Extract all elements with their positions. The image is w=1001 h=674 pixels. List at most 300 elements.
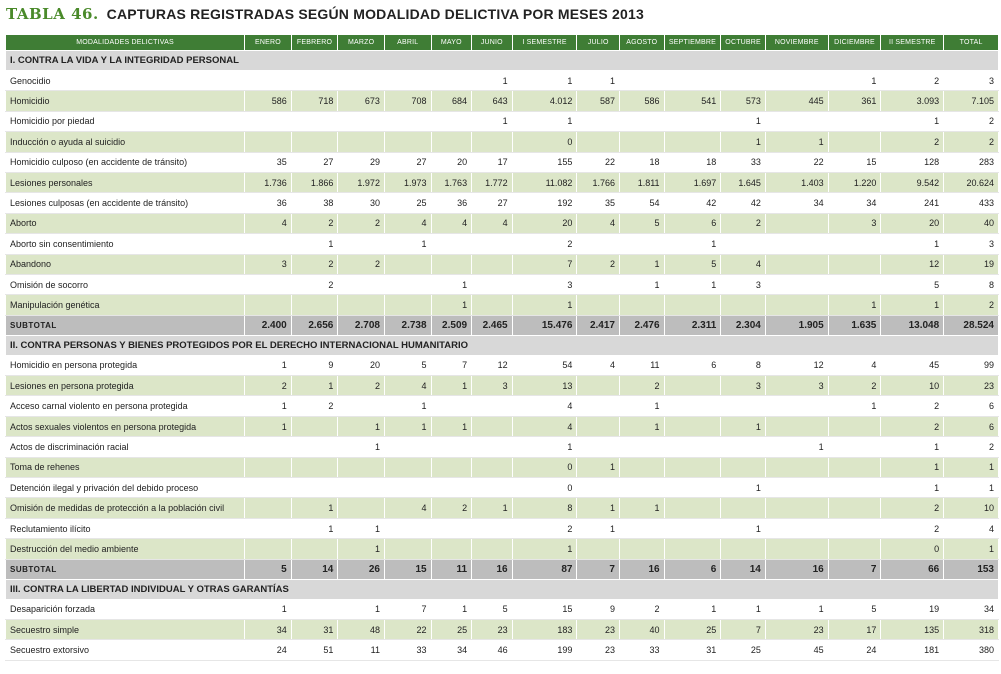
table-cell: 1 [291,234,338,254]
table-cell: 1.763 [431,172,472,192]
table-cell [619,539,664,559]
subtotal-cell: 1.905 [765,315,828,335]
captures-table [5,34,999,661]
table-cell: 283 [944,152,999,172]
row-label: Lesiones culposas (en accidente de tránsito) [6,193,245,213]
table-row [6,111,999,131]
table-cell: 1.973 [384,172,431,192]
table-cell [472,457,513,477]
table-cell [577,111,620,131]
table-cell: 1 [881,437,944,457]
table-cell: 30 [338,193,385,213]
table-row [6,132,999,152]
row-label: Acceso carnal violento en persona protegida [6,396,245,416]
table-cell [577,416,620,436]
table-cell: 0 [512,478,577,498]
table-cell: 643 [472,91,513,111]
table-cell: 29 [338,152,385,172]
table-cell: 9.542 [881,172,944,192]
table-cell [664,396,721,416]
table-cell: 20 [431,152,472,172]
table-cell [619,437,664,457]
table-cell: 1.697 [664,172,721,192]
table-cell: 8 [944,274,999,294]
section-header-row [6,335,999,355]
table-cell: 0 [881,539,944,559]
table-cell: 2 [721,213,766,233]
row-label: Homicidio culposo (en accidente de tránsito) [6,152,245,172]
table-cell: 3 [944,234,999,254]
table-cell [765,457,828,477]
subtotal-cell: 2.400 [245,315,292,335]
table-cell [245,539,292,559]
table-cell: 4 [431,213,472,233]
table-cell: 199 [512,640,577,660]
table-cell: 1 [245,416,292,436]
table-cell [431,478,472,498]
table-cell: 20.624 [944,172,999,192]
table-cell [338,396,385,416]
table-cell: 22 [765,152,828,172]
table-cell [291,437,338,457]
table-cell: 3 [828,213,881,233]
table-cell: 31 [664,640,721,660]
table-cell: 2 [512,234,577,254]
column-header: ENERO [245,35,292,51]
subtotal-cell: 15 [384,559,431,579]
section-header-row [6,51,999,71]
table-cell [384,111,431,131]
table-cell [291,71,338,91]
table-row [6,619,999,639]
table-cell: 27 [291,152,338,172]
table-cell [472,234,513,254]
table-cell: 1 [577,457,620,477]
table-cell [828,254,881,274]
table-cell: 6 [664,355,721,375]
table-cell: 40 [944,213,999,233]
table-cell [384,437,431,457]
table-cell [664,518,721,538]
table-cell: 1 [619,274,664,294]
table-cell [664,498,721,518]
subtotal-cell: 14 [721,559,766,579]
table-cell [472,478,513,498]
table-cell [828,234,881,254]
table-cell: 19 [944,254,999,274]
column-header: OCTUBRE [721,35,766,51]
table-cell: 1 [384,396,431,416]
table-cell: 20 [338,355,385,375]
table-cell: 9 [291,355,338,375]
table-cell: 2 [619,599,664,619]
table-title [0,0,1001,28]
table-cell [431,111,472,131]
table-cell: 318 [944,619,999,639]
table-cell [765,396,828,416]
table-cell: 34 [245,619,292,639]
table-cell [431,396,472,416]
table-cell: 1 [472,498,513,518]
subtotal-cell: 2.509 [431,315,472,335]
table-cell: 11 [338,640,385,660]
table-cell: 1 [721,478,766,498]
table-cell: 361 [828,91,881,111]
table-cell [828,274,881,294]
table-cell: 2 [944,111,999,131]
row-label: Homicidio en persona protegida [6,355,245,375]
subtotal-cell: 16 [472,559,513,579]
table-cell [245,295,292,315]
row-label: Lesiones personales [6,172,245,192]
table-cell [828,132,881,152]
table-cell: 1.220 [828,172,881,192]
table-row [6,457,999,477]
table-cell [577,376,620,396]
table-row [6,376,999,396]
row-label: Secuestro extorsivo [6,640,245,660]
table-cell: 2 [431,498,472,518]
subtotal-cell: 1.635 [828,315,881,335]
table-cell [619,132,664,152]
table-cell: 3.093 [881,91,944,111]
table-cell: 1 [721,518,766,538]
table-cell [384,518,431,538]
table-cell: 1 [431,376,472,396]
subtotal-cell: 2.304 [721,315,766,335]
subtotal-cell: 87 [512,559,577,579]
table-cell [291,599,338,619]
table-cell: 1 [765,599,828,619]
table-cell [245,498,292,518]
table-cell: 34 [765,193,828,213]
table-cell: 3 [245,254,292,274]
table-cell: 155 [512,152,577,172]
table-cell: 1 [828,71,881,91]
table-cell [765,213,828,233]
subtotal-cell: 13.048 [881,315,944,335]
table-cell: 3 [472,376,513,396]
table-cell [472,396,513,416]
table-cell [245,274,292,294]
table-cell [765,295,828,315]
table-cell [431,539,472,559]
table-cell: 4 [828,355,881,375]
table-cell: 241 [881,193,944,213]
table-cell: 3 [944,71,999,91]
table-cell [619,111,664,131]
table-cell: 1 [291,518,338,538]
table-cell [338,234,385,254]
table-cell: 9 [577,599,620,619]
table-row [6,71,999,91]
table-cell: 1 [721,111,766,131]
table-cell [472,132,513,152]
column-header: AGOSTO [619,35,664,51]
table-cell: 22 [384,619,431,639]
table-cell [577,437,620,457]
table-cell: 20 [512,213,577,233]
table-cell: 1.645 [721,172,766,192]
table-cell: 1.403 [765,172,828,192]
table-cell: 12 [881,254,944,274]
table-row [6,295,999,315]
table-cell: 4 [721,254,766,274]
table-cell: 18 [619,152,664,172]
table-cell: 45 [765,640,828,660]
table-cell: 1 [944,457,999,477]
table-cell [828,111,881,131]
subtotal-cell: 16 [765,559,828,579]
table-cell: 445 [765,91,828,111]
table-cell: 23 [577,619,620,639]
table-cell [765,518,828,538]
table-cell: 673 [338,91,385,111]
table-cell: 22 [577,152,620,172]
table-cell: 7 [431,355,472,375]
table-cell: 35 [245,152,292,172]
table-cell: 54 [619,193,664,213]
row-label: Actos de discriminación racial [6,437,245,457]
row-label: Omisión de socorro [6,274,245,294]
table-cell [664,437,721,457]
table-cell [619,478,664,498]
table-cell: 1.972 [338,172,385,192]
table-cell: 1 [512,111,577,131]
column-header: II SEMESTRE [881,35,944,51]
table-cell: 1 [338,416,385,436]
table-cell [664,295,721,315]
subtotal-cell: 6 [664,559,721,579]
table-cell: 2 [512,518,577,538]
table-cell: 1 [472,71,513,91]
table-cell: 7 [512,254,577,274]
table-cell: 1 [512,539,577,559]
table-cell: 3 [765,376,828,396]
table-body [6,51,999,661]
table-cell [721,539,766,559]
table-cell [338,71,385,91]
table-cell: 1 [431,416,472,436]
table-cell [472,416,513,436]
table-cell [431,234,472,254]
table-cell: 1 [577,518,620,538]
table-cell: 5 [664,254,721,274]
table-cell: 46 [472,640,513,660]
subtotal-cell: 66 [881,559,944,579]
table-cell [384,254,431,274]
table-cell: 2 [619,376,664,396]
table-row [6,172,999,192]
table-cell: 135 [881,619,944,639]
table-cell: 7 [384,599,431,619]
row-label: Genocidio [6,71,245,91]
table-cell [577,539,620,559]
table-row [6,396,999,416]
table-row [6,640,999,660]
table-cell [472,539,513,559]
table-cell [338,478,385,498]
table-cell [472,254,513,274]
table-cell: 2 [944,132,999,152]
subtotal-cell: 2.417 [577,315,620,335]
table-cell: 2 [881,416,944,436]
table-cell: 10 [881,376,944,396]
subtotal-label: SUBTOTAL [6,559,245,579]
table-cell: 1 [245,599,292,619]
subtotal-cell: 11 [431,559,472,579]
section-title: I. CONTRA LA VIDA Y LA INTEGRIDAD PERSONAL [6,51,999,71]
table-cell: 1 [944,478,999,498]
section-title: II. CONTRA PERSONAS Y BIENES PROTEGIDOS POR EL DERECHO INTERNACIONAL HUMANITARIO [6,335,999,355]
table-cell [765,498,828,518]
row-label: Detención ilegal y privación del debido proceso [6,478,245,498]
row-label: Inducción o ayuda al suicidio [6,132,245,152]
table-cell: 33 [619,640,664,660]
table-cell [664,376,721,396]
table-cell: 1 [619,498,664,518]
table-cell: 586 [245,91,292,111]
table-cell [721,295,766,315]
table-cell: 1 [472,111,513,131]
table-cell [721,457,766,477]
table-cell: 13 [512,376,577,396]
table-cell: 18 [664,152,721,172]
subtotal-cell: 153 [944,559,999,579]
subtotal-cell: 7 [577,559,620,579]
row-label: Actos sexuales violentos en persona protegida [6,416,245,436]
table-cell: 2 [881,396,944,416]
table-cell: 1 [765,437,828,457]
table-cell: 34 [431,640,472,660]
table-cell: 23 [944,376,999,396]
table-header-row [6,35,999,51]
table-cell [384,295,431,315]
table-cell: 708 [384,91,431,111]
table-cell: 1 [721,132,766,152]
table-cell: 1 [619,396,664,416]
table-cell: 4.012 [512,91,577,111]
table-cell: 573 [721,91,766,111]
table-cell: 1 [512,437,577,457]
subtotal-cell: 15.476 [512,315,577,335]
table-cell: 2 [291,274,338,294]
table-cell: 1 [881,478,944,498]
table-cell [577,274,620,294]
row-label: Desaparición forzada [6,599,245,619]
table-cell: 2 [245,376,292,396]
table-cell: 4 [245,213,292,233]
table-cell: 36 [245,193,292,213]
table-cell [577,132,620,152]
table-cell: 4 [577,355,620,375]
subtotal-cell: 28.524 [944,315,999,335]
row-label: Manipulación genética [6,295,245,315]
table-cell: 1 [664,599,721,619]
table-cell [431,457,472,477]
table-cell [721,437,766,457]
table-cell [245,437,292,457]
table-cell [721,71,766,91]
table-cell: 587 [577,91,620,111]
table-cell: 1 [721,416,766,436]
table-cell: 1 [512,295,577,315]
table-cell: 25 [664,619,721,639]
table-cell [619,295,664,315]
table-cell: 8 [512,498,577,518]
table-cell: 6 [944,416,999,436]
table-cell [828,539,881,559]
table-cell: 19 [881,599,944,619]
table-cell: 4 [384,498,431,518]
table-cell: 2 [881,518,944,538]
table-row [6,274,999,294]
table-cell [472,518,513,538]
table-cell [619,234,664,254]
table-cell: 718 [291,91,338,111]
column-header: TOTAL [944,35,999,51]
table-cell: 5 [384,355,431,375]
row-label: Secuestro simple [6,619,245,639]
table-cell: 0 [512,132,577,152]
table-row [6,518,999,538]
subtotal-cell: 14 [291,559,338,579]
table-cell: 1 [384,416,431,436]
table-cell: 1 [881,111,944,131]
table-cell: 1 [291,376,338,396]
table-cell: 183 [512,619,577,639]
row-label: Homicidio [6,91,245,111]
table-cell [828,518,881,538]
table-cell [721,396,766,416]
column-header: MARZO [338,35,385,51]
table-cell: 1 [881,295,944,315]
table-cell: 5 [881,274,944,294]
table-cell: 4 [512,396,577,416]
table-cell [291,132,338,152]
table-row [6,254,999,274]
table-row [6,152,999,172]
table-cell: 1.866 [291,172,338,192]
section-header-row [6,579,999,599]
table-cell: 1 [431,274,472,294]
table-cell: 40 [619,619,664,639]
table-cell: 15 [512,599,577,619]
table-cell: 27 [384,152,431,172]
column-header: JULIO [577,35,620,51]
table-cell: 54 [512,355,577,375]
table-cell [384,457,431,477]
table-cell: 380 [944,640,999,660]
table-cell [384,71,431,91]
table-cell [765,539,828,559]
table-row [6,599,999,619]
table-row [6,539,999,559]
table-cell: 3 [721,376,766,396]
table-cell: 27 [472,193,513,213]
table-row [6,213,999,233]
table-cell: 1 [664,274,721,294]
row-label: Lesiones en persona protegida [6,376,245,396]
column-header: I SEMESTRE [512,35,577,51]
table-cell [664,111,721,131]
table-cell: 1 [245,396,292,416]
table-cell [384,132,431,152]
subtotal-cell: 26 [338,559,385,579]
table-cell: 1 [881,457,944,477]
table-cell: 1 [338,539,385,559]
table-cell [338,457,385,477]
